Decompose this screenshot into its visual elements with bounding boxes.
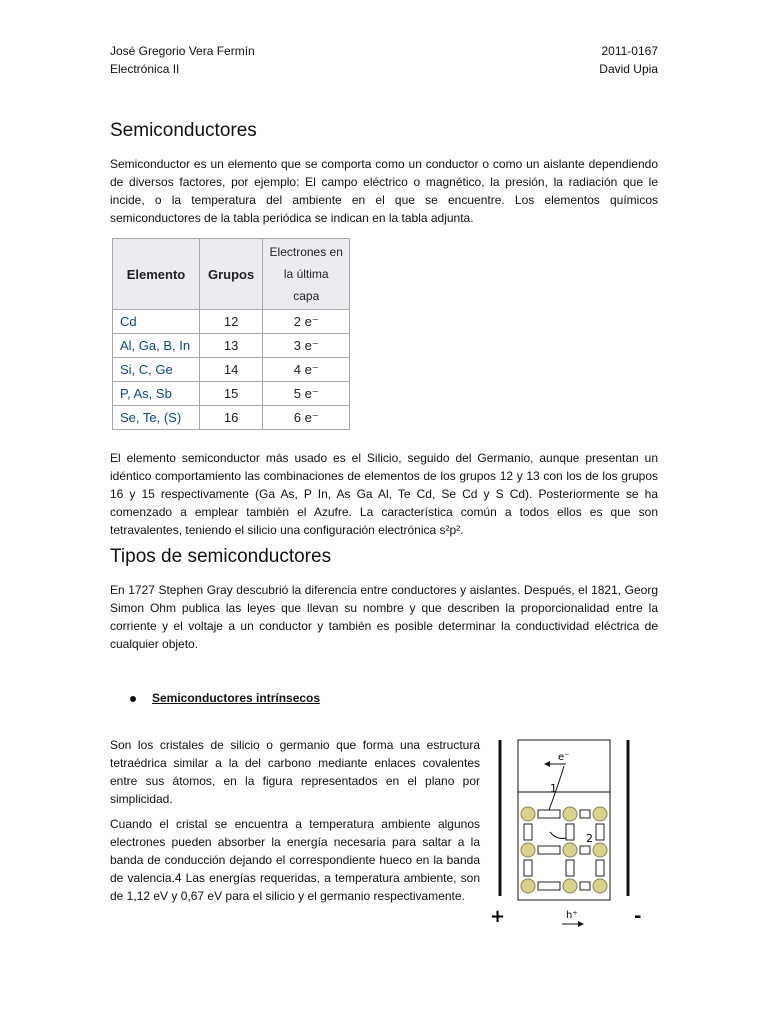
table-row xyxy=(113,382,350,406)
electrons-cell: 4 e⁻ xyxy=(263,358,350,382)
element-link[interactable]: Al, Ga, B, In xyxy=(113,334,200,358)
covalent-bond xyxy=(596,824,604,840)
covalent-bond xyxy=(596,860,604,876)
silicon-atom xyxy=(563,879,577,893)
silicon-atom xyxy=(563,807,577,821)
silicon-atom xyxy=(521,843,535,857)
covalent-bond xyxy=(524,824,532,840)
element-link[interactable]: Se, Te, (S) xyxy=(113,406,200,430)
plus-sign: + xyxy=(490,906,506,927)
silicon-atom xyxy=(593,879,607,893)
section-title-tipos: Tipos de semiconductores xyxy=(110,546,332,567)
teacher-name: David Upia xyxy=(599,62,658,76)
covalent-bond xyxy=(538,810,560,818)
student-id: 2011-0167 xyxy=(601,44,658,58)
col-header-electrones: Electrones en la última capa xyxy=(263,239,350,310)
electrons-cell: 5 e⁻ xyxy=(263,382,350,406)
table-row xyxy=(113,358,350,382)
covalent-bond xyxy=(566,860,574,876)
electron-label: e⁻ xyxy=(558,752,570,763)
silicon-atom xyxy=(521,879,535,893)
silicon-atom xyxy=(563,843,577,857)
semiconductor-table xyxy=(112,238,350,430)
electrons-cell: 2 e⁻ xyxy=(263,310,350,334)
silicon-atom xyxy=(521,807,535,821)
covalent-bond xyxy=(538,846,560,854)
bullet-dot-icon xyxy=(130,696,136,702)
covalent-bond xyxy=(566,824,574,840)
table-header-row xyxy=(113,239,350,310)
crystal-lattice-svg xyxy=(488,736,658,936)
crystal-lattice-figure xyxy=(488,736,658,936)
element-link[interactable]: Cd xyxy=(113,310,200,334)
covalent-bond xyxy=(580,846,590,854)
hole-arrow-head-icon xyxy=(578,921,584,927)
col-header-elemento: Elemento xyxy=(113,239,200,310)
element-link[interactable]: Si, C, Ge xyxy=(113,358,200,382)
bullet-item-intrinsecos xyxy=(130,691,320,705)
table-row xyxy=(113,406,350,430)
group-cell: 13 xyxy=(200,334,263,358)
section-title-semiconductores: Semiconductores xyxy=(110,120,257,141)
author-name: José Gregorio Vera Fermín xyxy=(110,44,255,58)
course-name: Electrónica II xyxy=(110,62,180,76)
covalent-bond xyxy=(524,860,532,876)
element-link[interactable]: P, As, Sb xyxy=(113,382,200,406)
covalent-bond xyxy=(580,810,590,818)
silicio-paragraph: El elemento semiconductor más usado es el Silicio, seguido del Germanio, aunque presentan un idéntico comportamiento las combinaciones de elementos de los grupos 12 y 13 con los de los grupos 16 y 15 respectivamente (Ga As, P In, As Ga Al, Te Cd, Se Cd y S Cd). Posteriormente se ha comenzado a emplear también el Azufre. La característica común a todos ellos es que son tetravalentes, teniendo el silicio una configuración electrónica s²p². xyxy=(110,451,658,537)
table-row xyxy=(113,334,350,358)
electrons-cell: 3 e⁻ xyxy=(263,334,350,358)
group-cell: 14 xyxy=(200,358,263,382)
header-left xyxy=(110,42,255,78)
transition-label-2: 2 xyxy=(586,832,593,845)
covalent-bond xyxy=(538,882,560,890)
silicon-atom xyxy=(593,807,607,821)
table-row xyxy=(113,310,350,334)
intro-paragraph: Semiconductor es un elemento que se comporta como un conductor o como un aislante dependiendo de diversos factores, por ejemplo: El campo eléctrico o magnético, la presión, la radiación que le incide, o la temperatura del ambiente en el que se encuentre. Los elementos químicos semiconductores de la tabla periódica se indican en la tabla adjunta. xyxy=(110,157,658,225)
silicon-atom xyxy=(593,843,607,857)
minus-sign: - xyxy=(634,906,642,927)
hole-label: h⁺ xyxy=(566,910,578,921)
covalent-bond xyxy=(580,882,590,890)
header-right xyxy=(599,42,658,78)
history-paragraph: En 1727 Stephen Gray descubrió la diferencia entre conductores y aislantes. Después, el 1821, Georg Simon Ohm publica las leyes que llevan su nombre y que describen la proporcionalidad entre la corriente y el voltaje a un conductor y también es posible determinar la conductividad eléctrica de cualquier objeto. xyxy=(110,583,658,651)
group-cell: 15 xyxy=(200,382,263,406)
intrinsic-paragraph-1: Son los cristales de silicio o germanio que forma una estructura tetraédrica similar a la del carbono mediante enlaces covalentes entre sus átomos, en la figura representados en el plano por simplicidad. xyxy=(110,738,480,806)
group-cell: 16 xyxy=(200,406,263,430)
transition-label-1: 1 xyxy=(550,782,557,795)
electrons-cell: 6 e⁻ xyxy=(263,406,350,430)
col-header-grupos: Grupos xyxy=(200,239,263,310)
intrinsic-paragraph-2: Cuando el cristal se encuentra a temperatura ambiente algunos electrones pueden absorber la energía necesaria para saltar a la banda de conducción dejando el correspondiente hueco en la banda de valencia.4 Las energías requeridas, a temperatura ambiente, son de 1,12 eV y 0,67 eV para el silicio y el germanio respectivamente. xyxy=(110,817,480,903)
bullet-label: Semiconductores intrínsecos xyxy=(152,691,321,705)
group-cell: 12 xyxy=(200,310,263,334)
